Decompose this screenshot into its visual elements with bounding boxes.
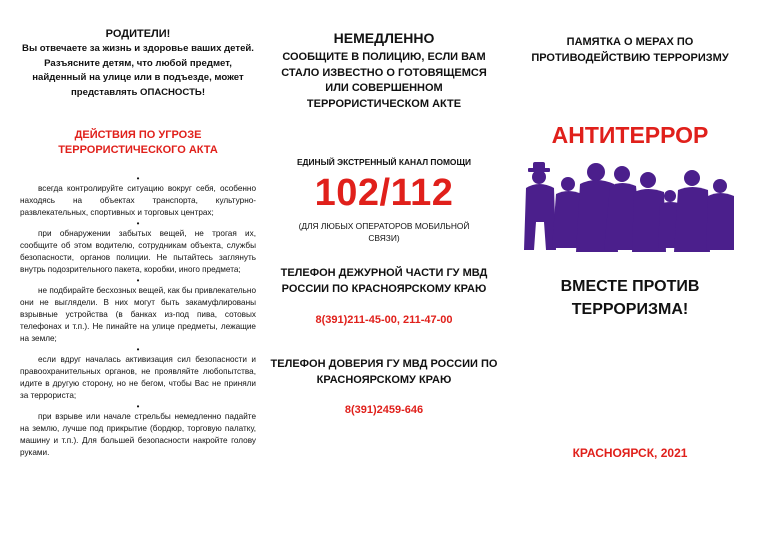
bullet-icon: • (136, 276, 140, 285)
bullet-icon: • (136, 219, 140, 228)
together-against-terrorism: ВМЕСТЕ ПРОТИВ ТЕРРОРИЗМА! (560, 278, 700, 318)
immediately-title: НЕМЕДЛЕННО (333, 30, 435, 46)
list-item (20, 345, 256, 402)
emergency-channel-label: ЕДИНЫЙ ЭКСТРЕННЫЙ КАНАЛ ПОМОЩИ (296, 157, 472, 167)
left-panel (20, 0, 256, 543)
parents-warning-text: Вы отвечаете за жизнь и здоровье ваших детей. Разъясните детям, что любой предмет, найденный на улице или в подъезде, может представлять ОПАСНОСТЬ! (22, 43, 254, 98)
bullet-icon: • (136, 174, 140, 183)
actions-list (20, 174, 256, 459)
list-item-text: всегда контролируйте ситуацию вокруг себя, особенно находясь на объектах транспорта, культурно-развлекательных, спортивных и торговых центрах; (20, 184, 256, 217)
parents-title: РОДИТЕЛИ! (105, 28, 171, 40)
list-item (20, 276, 256, 345)
list-item (20, 174, 256, 219)
report-to-police-text: СООБЩИТЕ В ПОЛИЦИЮ, ЕСЛИ ВАМ СТАЛО ИЗВЕСТНО О ГОТОВЯЩЕМСЯ ИЛИ СОВЕРШЕННОМ ТЕРРОРИСТИЧЕСКОМ АКТЕ (281, 51, 487, 110)
city-year: КРАСНОЯРСК, 2021 (572, 446, 688, 460)
list-item (20, 402, 256, 459)
bullet-icon: • (136, 345, 140, 354)
trust-phone-number: 8(391)2459-646 (344, 404, 424, 416)
list-item-text: если вдруг началась активизация сил безопасности и правоохранительных органов, не проявляйте любопытства, идите в другую сторону, но не бегом, чтобы Вас не приняли за террориста; (20, 355, 256, 400)
crowd-silhouettes-icon (524, 162, 734, 254)
emergency-number: 102/112 (314, 172, 454, 214)
operators-note: (ДЛЯ ЛЮБЫХ ОПЕРАТОРОВ МОБИЛЬНОЙ СВЯЗИ) (298, 221, 470, 243)
list-item (20, 219, 256, 276)
memo-title: ПАМЯТКА О МЕРАХ ПО ПРОТИВОДЕЙСТВИЮ ТЕРРОРИЗМУ (531, 36, 729, 64)
right-panel (510, 0, 750, 543)
trust-phone-title: ТЕЛЕФОН ДОВЕРИЯ ГУ МВД РОССИИ ПО КРАСНОЯРСКОМУ КРАЮ (270, 358, 498, 386)
threat-actions-title: ДЕЙСТВИЯ ПО УГРОЗЕ ТЕРРОРИСТИЧЕСКОГО АКТА (58, 129, 218, 156)
list-item-text: не подбирайте бесхозных вещей, как бы привлекательно они не выглядели. В них могут быть закамуфлированы взрывные устройства (в банках из-под пива, сотовых телефонах и т.п.). Не пинайте на улице предметы, лежащие на земле; (20, 286, 256, 343)
bullet-icon: • (136, 402, 140, 411)
duty-phone-number: 8(391)211-45-00, 211-47-00 (315, 314, 453, 326)
list-item-text: при взрыве или начале стрельбы немедленно падайте на землю, лучше под прикрытие (бордюр, торговую палатку, машину и т.п.). Для большей безопасности накройте голову руками. (20, 412, 256, 457)
antiterror-title: АНТИТЕРРОР (551, 122, 709, 148)
middle-panel (268, 0, 500, 543)
duty-phone-title: ТЕЛЕФОН ДЕЖУРНОЙ ЧАСТИ ГУ МВД РОССИИ ПО КРАСНОЯРСКОМУ КРАЮ (280, 267, 488, 295)
list-item-text: при обнаружении забытых вещей, не трогая их, сообщите об этом водителю, сотрудникам объекта, службы безопасности, органов полиции. Не пытайтесь заглянуть внутрь подозрительного пакета, коробки, иного предмета; (20, 229, 256, 274)
